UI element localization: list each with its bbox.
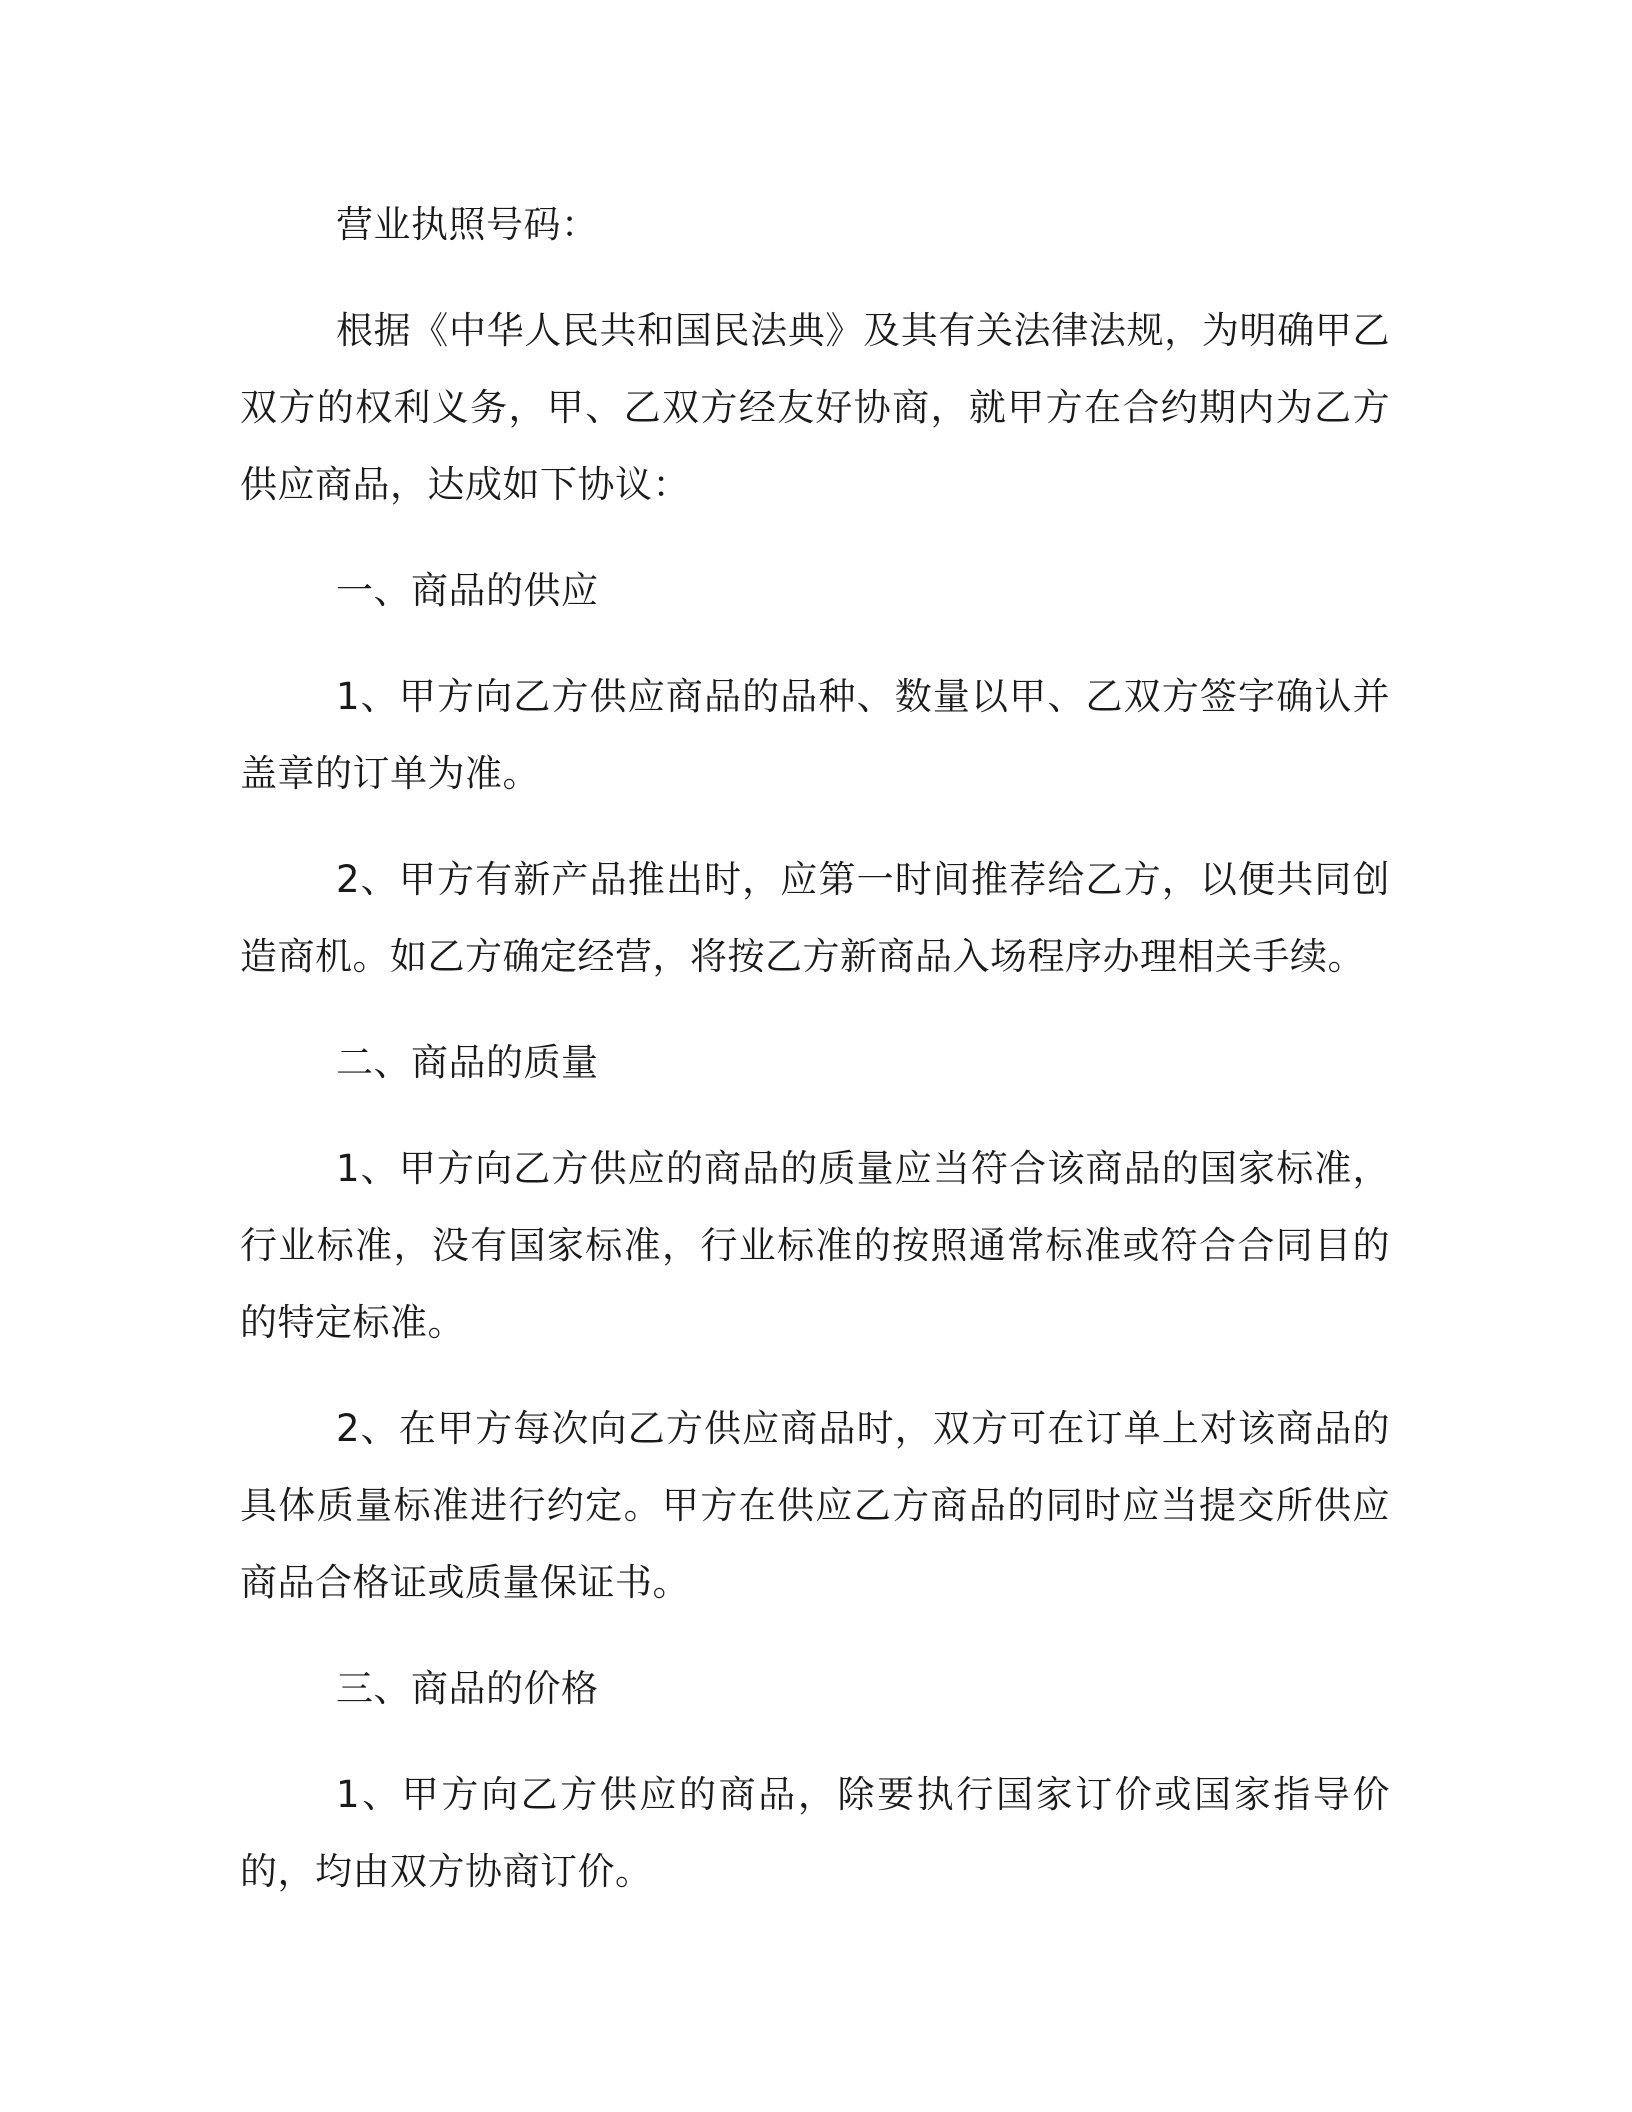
section-heading-quality: 二、商品的质量 [336,1041,599,1084]
quality-clause-2: 2、在甲方每次向乙方供应商品时，双方可在订单上对该商品的具体质量标准进行约定。甲方在供应乙方商品的同时应当提交所供应商品合格证或质量保证书。 [240,1407,1390,1604]
supply-clause-2: 2、甲方有新产品推出时，应第一时间推荐给乙方，以便共同创造商机。如乙方确定经营，将按乙方新商品入场程序办理相关手续。 [240,858,1390,978]
document-body [240,186,1390,1910]
price-clause-1: 1、甲方向乙方供应的商品，除要执行国家订价或国家指导价的，均由双方协商订价。 [240,1773,1390,1893]
section-heading-supply: 一、商品的供应 [336,569,599,612]
quality-clause-1: 1、甲方向乙方供应的商品的质量应当符合该商品的国家标准，行业标准，没有国家标准，行业标准的按照通常标准或符合合同目的的特定标准。 [240,1147,1390,1344]
supply-clause-1: 1、甲方向乙方供应商品的品种、数量以甲、乙双方签字确认并盖章的订单为准。 [240,675,1390,795]
section-heading-price: 三、商品的价格 [336,1667,599,1710]
preamble-paragraph: 根据《中华人民共和国民法典》及其有关法律法规，为明确甲乙双方的权利义务，甲、乙双方经友好协商，就甲方在合约期内为乙方供应商品，达成如下协议： [240,309,1390,506]
business-license-line: 营业执照号码： [336,203,599,246]
